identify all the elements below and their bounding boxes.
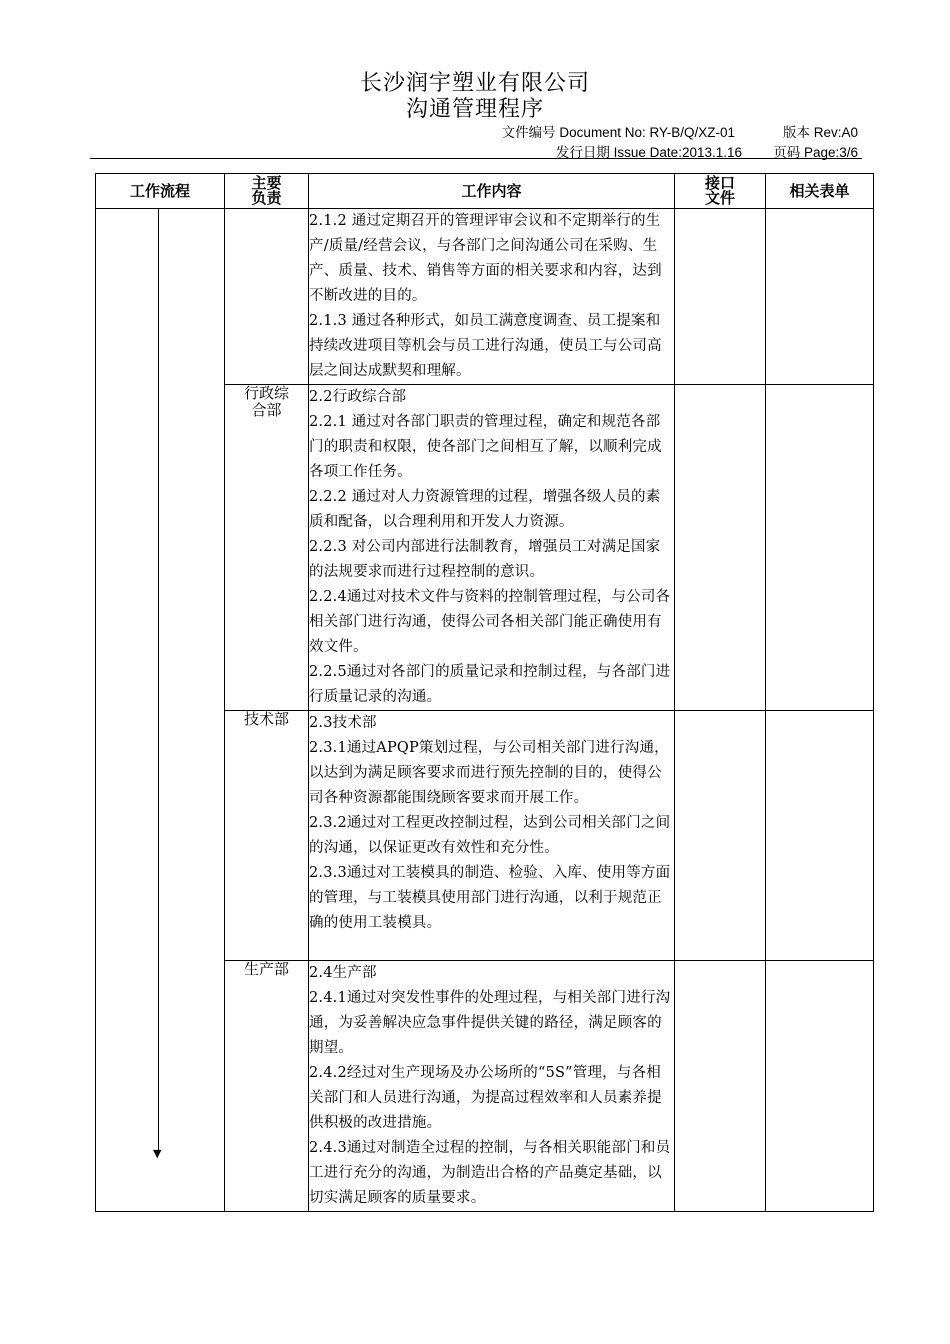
content-paragraph: 2.2.5通过对各部门的质量记录和控制过程，与各部门进行质量记录的沟通。 bbox=[309, 664, 671, 705]
content-cell bbox=[309, 209, 675, 385]
content-paragraph: 2.3.1通过APQP策划过程，与公司相关部门进行沟通，以达到为满足顾客要求而进行预先控制的目的，使得公司各种资源都能围绕顾客要求而开展工作。 bbox=[309, 740, 669, 806]
content-paragraph: 2.4.3通过对制造全过程的控制，与各相关职能部门和员工进行充分的沟通，为制造出合格的产品奠定基础，以切实满足顾客的质量要求。 bbox=[309, 1140, 671, 1206]
page-number: 页码 Page:3/6 bbox=[773, 145, 858, 160]
content-paragraph: 2.3.3通过对工装模具的制造、检验、入库、使用等方面的管理，与工装模具使用部门进行沟通，以利于规范正确的使用工装模具。 bbox=[309, 865, 671, 931]
issue-date: 发行日期 Issue Date:2013.1.16 bbox=[555, 145, 742, 160]
arrow-down-icon: ▼ bbox=[153, 1147, 162, 1160]
table-header-row bbox=[96, 174, 874, 209]
dept-cell bbox=[225, 209, 309, 385]
interface-cell bbox=[675, 385, 766, 711]
content-cell bbox=[309, 385, 675, 711]
interface-cell bbox=[675, 711, 766, 961]
col-header-interface bbox=[675, 174, 766, 209]
interface-cell bbox=[675, 209, 766, 385]
forms-cell bbox=[766, 385, 874, 711]
workflow-cell bbox=[96, 209, 225, 1212]
dept-cell bbox=[225, 385, 309, 711]
content-paragraph: 2.1.3 通过各种形式，如员工满意度调查、员工提案和持续改进项目等机会与员工进行沟通，使员工与公司高层之间达成默契和理解。 bbox=[309, 313, 662, 379]
col-header-responsible-line2: 负责 bbox=[251, 190, 282, 207]
content-paragraph: 2.2.2 通过对人力资源管理的过程，增强各级人员的素质和配备，以合理利用和开发人力资源。 bbox=[309, 489, 661, 530]
col-header-responsible bbox=[225, 174, 309, 209]
procedure-table bbox=[95, 173, 874, 1212]
document-title: 沟通管理程序 bbox=[405, 97, 544, 122]
forms-cell bbox=[766, 961, 874, 1212]
forms-cell bbox=[766, 711, 874, 961]
table-row bbox=[96, 209, 874, 385]
dept-cell: 生产部 bbox=[225, 961, 309, 1212]
col-header-workflow: 工作流程 bbox=[96, 174, 225, 209]
content-cell bbox=[309, 961, 675, 1212]
col-header-forms: 相关表单 bbox=[766, 174, 874, 209]
content-paragraph: 2.2.1 通过对各部门职责的管理过程，确定和规范各部门的职责和权限，使各部门之间相互了解，以顺利完成各项工作任务。 bbox=[309, 414, 662, 480]
content-paragraph: 2.3.2通过对工程更改控制过程，达到公司相关部门之间的沟通，以保证更改有效性和充分性。 bbox=[309, 815, 671, 856]
document-number: 文件编号 Document No: RY-B/Q/XZ-01 bbox=[501, 125, 735, 140]
content-paragraph: 2.4.1通过对突发性事件的处理过程，与相关部门进行沟通，为妥善解决应急事件提供关键的路径，满足顾客的期望。 bbox=[309, 990, 671, 1056]
content-paragraph: 2.1.2 通过定期召开的管理评审会议和不定期举行的生产/质量/经营会议，与各部门之间沟通公司在采购、生产、质量、技术、销售等方面的相关要求和内容，达到不断改进的目的。 bbox=[309, 213, 662, 304]
document-header bbox=[0, 0, 950, 160]
content-paragraph: 2.2.4通过对技术文件与资料的控制管理过程，与公司各相关部门进行沟通，使得公司各相关部门能正确使用有效文件。 bbox=[309, 589, 671, 655]
header-divider bbox=[90, 158, 862, 159]
col-header-interface-line2: 文件 bbox=[704, 190, 735, 207]
content-paragraph: 2.3技术部 bbox=[309, 715, 377, 731]
col-header-content: 工作内容 bbox=[309, 174, 675, 209]
workflow-line bbox=[158, 209, 159, 1151]
col-header-responsible-line1: 主要 bbox=[251, 175, 282, 192]
col-header-interface-line1: 接口 bbox=[704, 175, 735, 192]
revision: 版本 Rev:A0 bbox=[782, 125, 858, 140]
forms-cell bbox=[766, 209, 874, 385]
content-cell bbox=[309, 711, 675, 961]
interface-cell bbox=[675, 961, 766, 1212]
content-paragraph: 2.2.3 对公司内部进行法制教育，增强员工对满足国家的法规要求而进行过程控制的意识。 bbox=[309, 539, 661, 580]
company-name: 长沙润宇塑业有限公司 bbox=[359, 71, 590, 96]
dept-cell: 技术部 bbox=[225, 711, 309, 961]
content-paragraph: 2.4.2经过对生产现场及办公场所的“5S”管理，与各相关部门和人员进行沟通，为提高过程效率和人员素养提供积极的改进措施。 bbox=[309, 1065, 662, 1131]
content-paragraph: 2.2行政综合部 bbox=[309, 389, 407, 405]
content-paragraph: 2.4生产部 bbox=[309, 965, 377, 981]
dept-name: 行政综合部 bbox=[243, 384, 289, 419]
